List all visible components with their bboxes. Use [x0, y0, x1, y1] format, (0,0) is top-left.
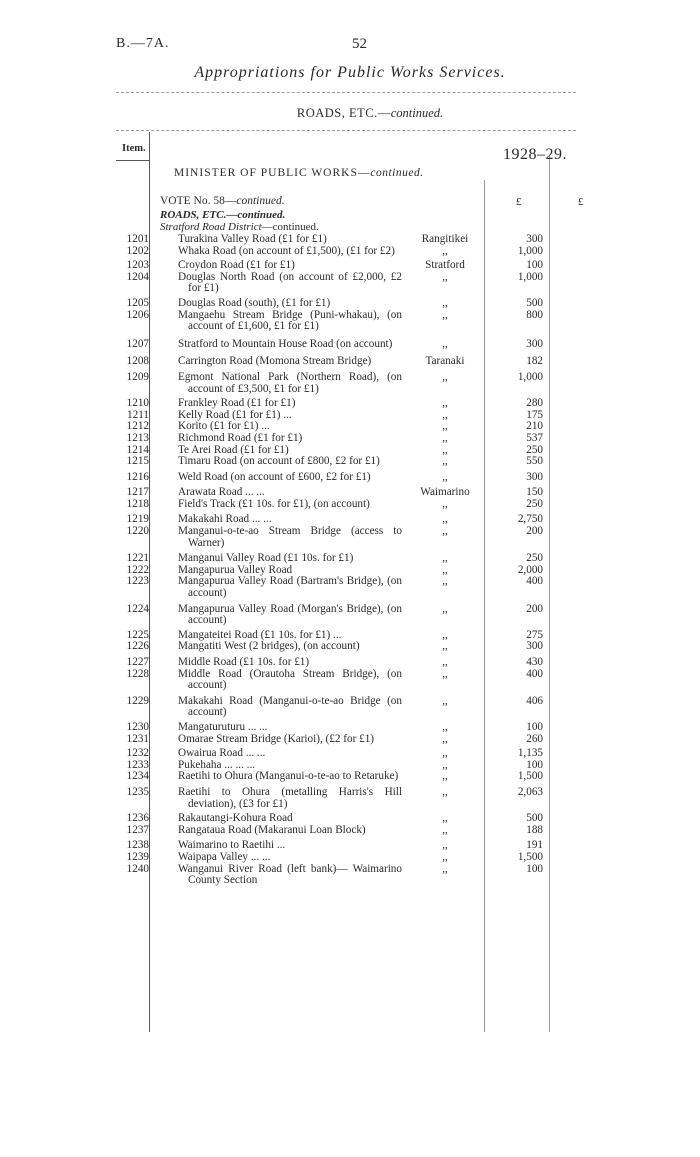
item-amount: 280 [526, 397, 543, 410]
item-description: Pukehaha ... ... ... [178, 758, 256, 771]
item-district: ,, [442, 747, 448, 760]
table-row [0, 472, 700, 484]
item-number: 1226 [126, 640, 149, 653]
item-description: Field's Track (£1 10s. for £1), (on account) [178, 497, 370, 510]
table-row [0, 356, 700, 368]
item-district: ,, [442, 812, 448, 825]
item-district: Waimarino [420, 486, 470, 499]
table-row [0, 825, 700, 837]
item-amount: 550 [526, 455, 543, 468]
item-description: Stratford to Mountain House Road (on account) [178, 337, 393, 350]
item-amount: 200 [526, 525, 543, 538]
item-amount: 100 [526, 720, 543, 733]
item-description: Mangapurua Valley Road (Bartram's Bridge), (on account) [178, 575, 402, 600]
item-description: Weld Road (on account of £600, £2 for £1) [178, 470, 371, 483]
item-description: Mangaturuturu ... ... [178, 720, 268, 733]
table-row [0, 310, 700, 333]
page-title: Appropriations for Public Works Services. [194, 64, 506, 81]
item-district: ,, [442, 470, 448, 483]
item-amount: 250 [526, 443, 543, 456]
item-number: 1210 [126, 397, 149, 410]
item-amount: 500 [526, 296, 543, 309]
district-heading: Stratford Road District—continued. [160, 221, 319, 233]
item-district: ,, [442, 244, 448, 257]
item-district: ,, [442, 640, 448, 653]
item-number: 1215 [126, 455, 149, 468]
item-amount: 1,500 [517, 770, 543, 783]
item-district: ,, [442, 785, 448, 798]
item-description: Middle Road (Orautoha Stream Bridge), (on account) [178, 667, 402, 692]
item-number: 1209 [126, 370, 149, 383]
item-amount: 1,500 [517, 850, 543, 863]
table-row [0, 748, 700, 760]
item-description: Middle Road (£1 10s. for £1) [178, 656, 310, 668]
table-row [0, 576, 700, 599]
item-district: ,, [442, 575, 448, 588]
item-number: 1223 [126, 575, 149, 588]
section-rule [116, 130, 576, 131]
item-amount: 250 [526, 552, 543, 565]
item-number: 1219 [126, 513, 149, 526]
table-row [0, 398, 700, 410]
item-description: Whaka Road (on account of £1,500), (£1 for £2) [178, 244, 395, 257]
financial-year: 1928–29. [503, 146, 567, 163]
item-amount: 260 [526, 732, 543, 745]
document-code: B.—7A. [116, 36, 170, 51]
table-row [0, 657, 700, 669]
item-number: 1212 [126, 420, 149, 433]
item-number: 1202 [126, 244, 149, 257]
item-number: 1203 [126, 259, 149, 272]
item-amount: 1,000 [517, 370, 543, 383]
item-number: 1235 [126, 785, 149, 798]
item-district: ,, [442, 408, 448, 421]
table-row [0, 864, 700, 887]
item-amount: 2,063 [517, 785, 543, 798]
item-number: 1204 [126, 270, 149, 283]
minister-heading: MINISTER OF PUBLIC WORKS—continued. [174, 167, 424, 179]
item-number: 1229 [126, 694, 149, 707]
item-description: Arawata Road ... ... [178, 486, 265, 499]
table-row [0, 246, 700, 258]
table-row [0, 840, 700, 852]
appropriation-items [0, 234, 700, 887]
item-district: ,, [442, 370, 448, 383]
item-description: Te Arei Road (£1 for £1) [178, 443, 289, 456]
item-description: Frankley Road (£1 for £1) [178, 397, 296, 410]
item-district: ,, [442, 862, 448, 875]
item-number: 1224 [126, 602, 149, 615]
item-amount: 250 [526, 497, 543, 510]
item-district: ,, [442, 732, 448, 745]
item-district: ,, [442, 513, 448, 526]
item-number: 1218 [126, 497, 149, 510]
item-district: ,, [442, 770, 448, 783]
header-rule [116, 92, 576, 93]
item-amount: 100 [526, 259, 543, 272]
item-description: Kelly Road (£1 for £1) ... [178, 408, 292, 421]
table-row [0, 499, 700, 511]
item-amount: 100 [526, 862, 543, 875]
item-district: ,, [442, 850, 448, 863]
item-district: ,, [442, 758, 448, 771]
table-row [0, 456, 700, 468]
item-description: Mangatiti West (2 bridges), (on account) [178, 640, 360, 653]
item-number: 1214 [126, 443, 149, 456]
item-number: 1236 [126, 812, 149, 825]
item-district: ,, [442, 656, 448, 668]
vote-heading: VOTE No. 58—continued. [160, 195, 285, 207]
item-amount: 2,000 [517, 563, 543, 576]
item-district: Taranaki [425, 355, 465, 368]
table-row [0, 272, 700, 295]
item-description: Croydon Road (£1 for £1) [178, 259, 295, 272]
table-row [0, 604, 700, 627]
item-amount: 182 [526, 355, 543, 368]
table-row [0, 433, 700, 445]
page-number: 52 [352, 36, 367, 52]
item-amount: 200 [526, 602, 543, 615]
item-number: 1231 [126, 732, 149, 745]
item-description: Manganui-o-te-ao Stream Bridge (access to Warner) [178, 525, 402, 549]
table-row [0, 234, 700, 246]
item-number: 1240 [126, 862, 149, 875]
item-district: ,, [442, 296, 448, 309]
table-row [0, 771, 700, 783]
item-description: Douglas Road (south), (£1 for £1) [178, 296, 331, 309]
item-column-header: Item. [122, 143, 146, 154]
item-description: Mangapurua Valley Road [178, 563, 293, 576]
item-number: 1222 [126, 563, 149, 576]
item-description: Makakahi Road (Manganui-o-te-ao Bridge (on account) [178, 694, 402, 719]
item-description: Waipapa Valley ... ... [178, 850, 271, 863]
item-district: ,, [442, 667, 448, 680]
item-number: 1239 [126, 850, 149, 863]
table-row [0, 734, 700, 746]
item-amount: 188 [526, 823, 543, 836]
item-amount: 406 [526, 694, 543, 707]
item-amount: 300 [526, 640, 543, 653]
item-district: Stratford [425, 259, 465, 272]
item-number: 1201 [126, 233, 149, 245]
item-number: 1220 [126, 525, 149, 538]
item-description: Omarae Stream Bridge (Karioi), (£2 for £1) [178, 732, 375, 745]
roads-subheading: ROADS, ETC.—continued. [160, 209, 286, 221]
item-number: 1225 [126, 628, 149, 641]
item-description: Carrington Road (Momona Stream Bridge) [178, 355, 372, 368]
item-number: 1213 [126, 431, 149, 444]
item-amount: 800 [526, 308, 543, 321]
item-amount: 1,000 [517, 270, 543, 283]
item-amount: 1,000 [517, 244, 543, 257]
item-amount: 175 [526, 408, 543, 421]
item-amount: 500 [526, 812, 543, 825]
item-amount: 537 [526, 431, 543, 444]
item-number: 1205 [126, 296, 149, 309]
item-district: ,, [442, 337, 448, 350]
item-description: Raetihi to Ohura (metalling Harris's Hill deviation), (£3 for £1) [178, 785, 402, 810]
item-description: Rakautangi-Kohura Road [178, 812, 293, 825]
item-district: ,, [442, 694, 448, 707]
item-district: ,, [442, 839, 448, 852]
item-number: 1228 [126, 667, 149, 680]
item-amount: 300 [526, 233, 543, 245]
item-number: 1233 [126, 758, 149, 771]
item-amount: 400 [526, 667, 543, 680]
item-district: ,, [442, 602, 448, 615]
item-number: 1221 [126, 552, 149, 565]
currency-symbol-col2: £ [578, 196, 584, 208]
item-number: 1208 [126, 355, 149, 368]
item-district: ,, [442, 443, 448, 456]
table-row [0, 421, 700, 433]
item-district: Rangitikei [421, 233, 469, 245]
item-district: ,, [442, 628, 448, 641]
item-amount: 150 [526, 486, 543, 499]
table-row [0, 339, 700, 351]
item-description: Turakina Valley Road (£1 for £1) [178, 233, 327, 245]
item-district: ,, [442, 823, 448, 836]
item-district: ,, [442, 455, 448, 468]
item-district: ,, [442, 308, 448, 321]
item-amount: 430 [526, 656, 543, 668]
item-amount: 100 [526, 758, 543, 771]
table-row [0, 722, 700, 734]
item-description: Timaru Road (on account of £800, £2 for £1) [178, 455, 380, 468]
item-district: ,, [442, 420, 448, 433]
item-number: 1207 [126, 337, 149, 350]
table-row [0, 553, 700, 565]
item-description: Egmont National Park (Northern Road), (on account of £3,500, £1 for £1) [178, 370, 402, 395]
table-row [0, 787, 700, 810]
table-row [0, 298, 700, 310]
item-description: Owairua Road ... ... [178, 747, 266, 760]
currency-symbol-col1: £ [516, 196, 522, 208]
item-description: Rangataua Road (Makaranui Loan Block) [178, 823, 366, 836]
item-description: Wanganui River Road (left bank)— Waimarino County Section [178, 862, 402, 887]
item-description: Makakahi Road ... ... [178, 513, 272, 526]
item-description: Raetihi to Ohura (Manganui-o-te-ao to Retaruke) [178, 770, 399, 783]
table-row [0, 669, 700, 692]
item-number: 1234 [126, 770, 149, 783]
table-row [0, 696, 700, 719]
item-number: 1217 [126, 486, 149, 499]
item-amount: 300 [526, 470, 543, 483]
item-number: 1216 [126, 470, 149, 483]
table-row [0, 641, 700, 653]
item-number: 1238 [126, 839, 149, 852]
item-description: Mangapurua Valley Road (Morgan's Bridge), (on account) [178, 602, 402, 627]
item-description: Manganui Valley Road (£1 10s. for £1) [178, 552, 354, 565]
item-number: 1206 [126, 308, 149, 321]
item-description: Waimarino to Raetihi ... [178, 839, 286, 852]
item-description: Korito (£1 for £1) ... [178, 420, 270, 433]
item-amount: 1,135 [517, 747, 543, 760]
section-title: ROADS, ETC.—continued. [296, 106, 444, 120]
table-row [0, 526, 700, 549]
item-number: 1232 [126, 747, 149, 760]
item-number: 1211 [127, 408, 149, 421]
table-row [0, 852, 700, 864]
table-row [0, 813, 700, 825]
item-district: ,, [442, 563, 448, 576]
item-amount: 300 [526, 337, 543, 350]
item-number: 1237 [126, 823, 149, 836]
item-amount: 2,750 [517, 513, 543, 526]
item-header-underline [116, 160, 149, 161]
item-district: ,, [442, 525, 448, 538]
item-amount: 191 [526, 839, 543, 852]
item-description: Mangateitei Road (£1 10s. for £1) ... [178, 628, 342, 641]
item-district: ,, [442, 720, 448, 733]
item-number: 1227 [126, 656, 149, 668]
item-district: ,, [442, 497, 448, 510]
item-description: Douglas North Road (on account of £2,000, £2 for £1) [178, 270, 402, 295]
item-amount: 400 [526, 575, 543, 588]
item-number: 1230 [126, 720, 149, 733]
item-description: Richmond Road (£1 for £1) [178, 431, 303, 444]
item-district: ,, [442, 552, 448, 565]
item-district: ,, [442, 397, 448, 410]
item-amount: 210 [526, 420, 543, 433]
table-row [0, 410, 700, 422]
item-amount: 275 [526, 628, 543, 641]
item-district: ,, [442, 270, 448, 283]
table-row [0, 372, 700, 395]
item-district: ,, [442, 431, 448, 444]
item-description: Mangaehu Stream Bridge (Puni-whakau), (on account of £1,600, £1 for £1) [178, 308, 402, 333]
